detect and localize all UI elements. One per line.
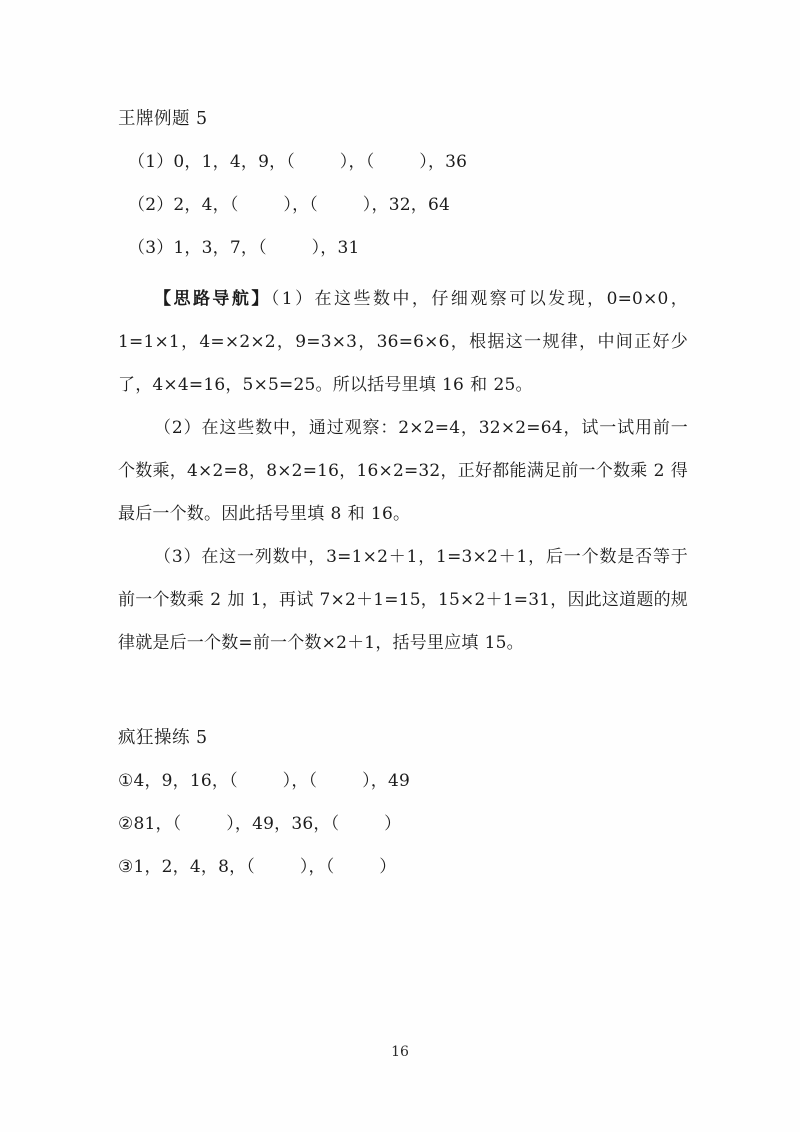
example-problem-1: （1）0，1，4，9，（ ），（ ），36: [128, 152, 468, 172]
practice-exercise-2: ②81，（ ），49，36，（ ）: [118, 814, 402, 834]
document-content: [118, 98, 688, 889]
explanation-paragraph-2: （2）在这些数中，通过观察：2×2=4，32×2=64，试一试用前一个数乘，4×2=8，8×2=16，16×2=32，正好都能满足前一个数乘 2 得最后一个数。因此括号里填 8 和 16。: [118, 418, 688, 524]
section-spacer: [118, 665, 688, 717]
example-section-heading: 王牌例题 5: [118, 109, 208, 129]
spacer: [118, 270, 688, 278]
practice-exercise-3: ③1，2，4，8，（ ），（ ）: [118, 857, 397, 877]
explanation-paragraph-3: （3）在这一列数中，3=1×2＋1，1=3×2＋1，后一个数是否等于前一个数乘 2 加 1，再试 7×2＋1=15，15×2＋1=31，因此这道题的规律就是后一个数=前一个数×2＋1，括号里应填 15。: [118, 547, 688, 653]
practice-exercise-1: ①4，9，16，（ ），（ ），49: [118, 771, 410, 791]
guide-label: 【思路导航】: [154, 289, 271, 309]
example-problem-2: （2）2，4，（ ），（ ），32，64: [128, 195, 450, 215]
practice-section-heading: 疯狂操练 5: [118, 728, 208, 748]
explanation-paragraph-1: [118, 278, 688, 407]
explanation-text-1: （1）在这些数中，仔细观察可以发现，0=0×0，1=1×1，4=×2×2，9=3×3，36=6×6，根据这一规律，中间正好少了，4×4=16，5×5=25。所以括号里填 16 和 25。: [118, 289, 688, 395]
page-number: 16: [391, 1044, 409, 1060]
example-problem-3: （3）1，3，7，（ ），31: [128, 238, 360, 258]
